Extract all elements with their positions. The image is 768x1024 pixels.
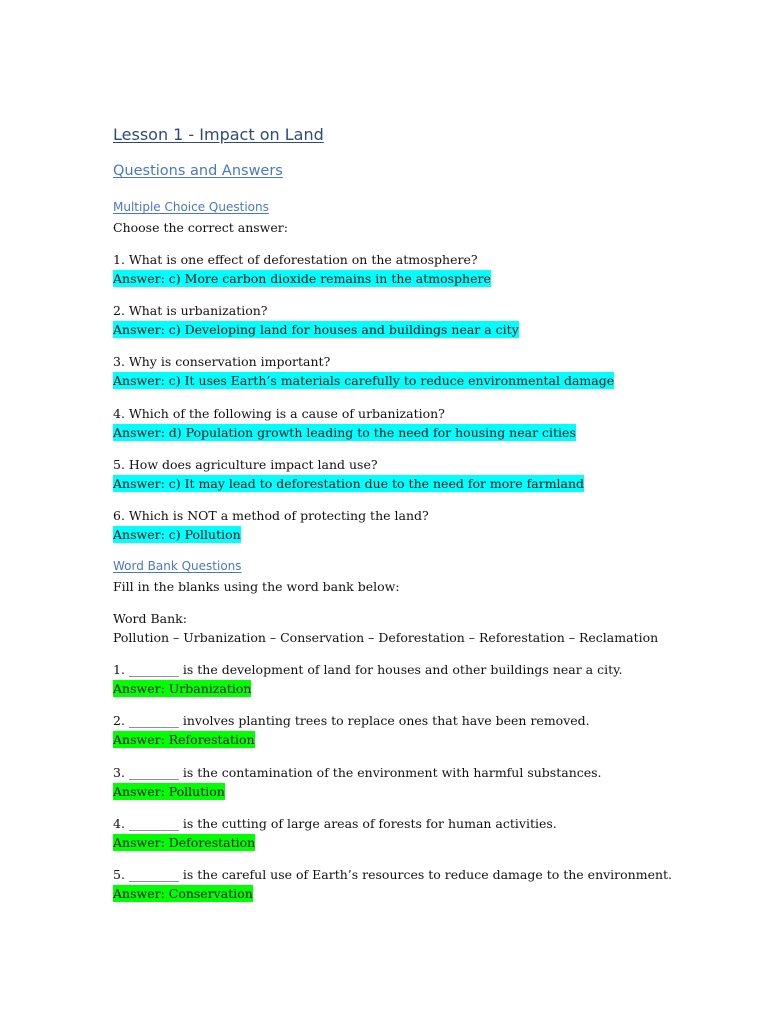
mc-answer-5: Answer: c) It may lead to deforestation due to the need for more farmland	[113, 476, 585, 491]
wb-answer-4: Answer: Deforestation	[113, 835, 256, 850]
wb-question-3: 3. ________ is the contamination of the environment with harmful substances.	[113, 765, 602, 780]
wb-question-5: 5. ________ is the careful use of Earth’s resources to reduce damage to the environment.	[113, 867, 673, 882]
word-bank-words: Pollution – Urbanization – Conservation – Deforestation – Reforestation – Reclamation	[113, 630, 659, 645]
mc-question-3: 3. Why is conservation important?	[113, 354, 331, 369]
mc-answer-3: Answer: c) It uses Earth’s materials carefully to reduce environmental damage	[113, 373, 615, 388]
mc-question-6: 6. Which is NOT a method of protecting the land?	[113, 508, 429, 523]
mc-question-2: 2. What is urbanization?	[113, 303, 268, 318]
word-bank-instruction: Fill in the blanks using the word bank below:	[113, 579, 400, 594]
mc-answer-1: Answer: c) More carbon dioxide remains in the atmosphere	[113, 271, 491, 286]
page-title: Lesson 1 - Impact on Land	[113, 125, 324, 144]
mc-answer-4: Answer: d) Population growth leading to the need for housing near cities	[113, 425, 576, 440]
wb-answer-2: Answer: Reforestation	[113, 732, 255, 747]
wb-question-1: 1. ________ is the development of land for houses and other buildings near a city.	[113, 662, 623, 677]
section-heading: Questions and Answers	[113, 163, 283, 179]
word-bank-label: Word Bank:	[113, 611, 187, 626]
mc-question-1: 1. What is one effect of deforestation on the atmosphere?	[113, 252, 478, 267]
wb-answer-1: Answer: Urbanization	[113, 681, 252, 696]
word-bank-heading: Word Bank Questions	[113, 559, 242, 573]
mc-question-4: 4. Which of the following is a cause of urbanization?	[113, 406, 445, 421]
wb-question-4: 4. ________ is the cutting of large areas of forests for human activities.	[113, 816, 557, 831]
mc-answer-6: Answer: c) Pollution	[113, 527, 241, 542]
wb-answer-5: Answer: Conservation	[113, 886, 253, 901]
mc-instruction: Choose the correct answer:	[113, 220, 288, 235]
wb-question-2: 2. ________ involves planting trees to replace ones that have been removed.	[113, 713, 590, 728]
mc-answer-2: Answer: c) Developing land for houses and buildings near a city	[113, 322, 519, 337]
mc-heading: Multiple Choice Questions	[113, 200, 269, 214]
wb-answer-3: Answer: Pollution	[113, 784, 225, 799]
mc-question-5: 5. How does agriculture impact land use?	[113, 457, 378, 472]
